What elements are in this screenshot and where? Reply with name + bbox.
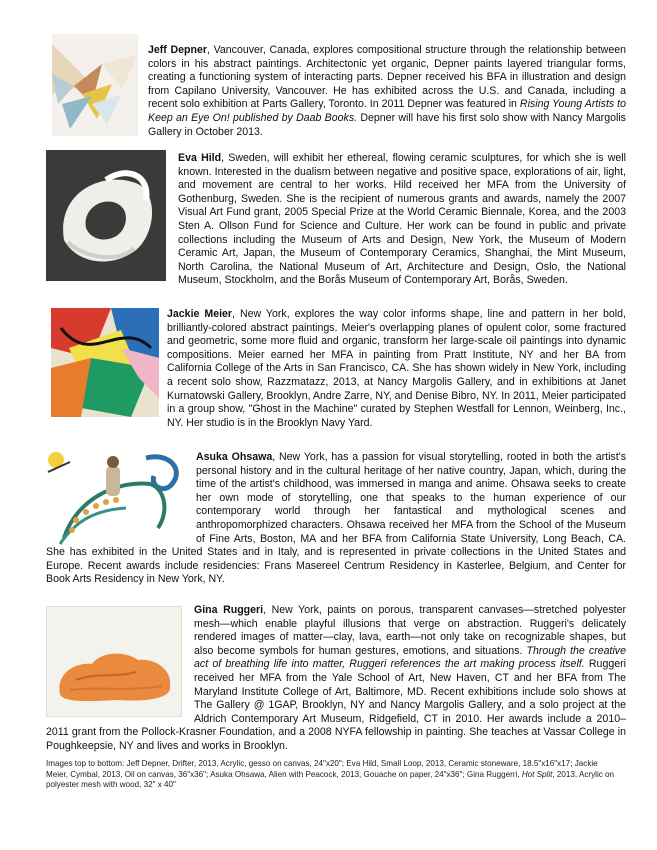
bio-meier: Jackie Meier, New York, explores the way color informs shape, line and pattern in her bold, brilliantly-colored abstract paintings. Meier's overlapping planes of opulent color, some fractured and geometric, some more fluid and organic, transform her large-scale oil paintings into dynamic compositions. Meier earned her MFA in painting from Pratt Institute, NY and her BA from California College of the Arts in San Francisco, CA. She has shown widely in New York, including a recent solo show, Razzmatazz, 2013, at Nancy Margolis Gallery, and in exhibitions at Janet Kurnatowski Gallery, Brooklyn, Andre Zarre, NY, and Denise Bibro, NY. In 2011, Meier participated in a group show, "Ghost in the Machine" curated by Stephen Westfall for Lennon, Weinberg, Inc., NY. Her studio is in the Brooklyn Navy Yard. [167,308,626,429]
artwork-meier-image [51,308,159,417]
bio-depner: Jeff Depner, Vancouver, Canada, explores compositional structure through the relationship between colors in his abstract paintings. Architectonic yet organic, Depner paints layered triangular forms, creating a functioning system of interacting parts. Depner received his BFA in illustration and design from Capilano University, Vancouver. He has exhibited across the U.S. and Canada, including a recent solo exhibition at Parts Gallery, Toronto. In 2011 Depner was featured in Rising Young Artists to Keep an Eye On! published by Daab Books. Depner will have his first solo show with Nancy Margolis Gallery in October 2013. [148,44,627,138]
artist-name: Eva Hild [178,152,222,164]
artwork-ruggeri-image [46,606,182,717]
artist-name: Jeff Depner [148,44,207,56]
bio-ohsawa: Asuka Ohsawa, New York, has a passion for visual storytelling, rooted in both the artist's personal history and in the cultural heritage of her native country, Japan, which, during the time of the artist's childhood, was immersed in manga and anime. Ohsawa seeks to create her own mode of storytelling, one that speaks to the human experience of our contemporary world through her fantastical and mythological scenes and anthropomorphized characters. Ohsawa received her MFA from the School of the Museum of Fine Arts, Boston, MA and her BFA from California State University, Long Beach, CA. She has exhibited in the United States and in Italy, and is represented in private collections in the United States and Europe. Recent awards include residencies: Frans Masereel Centrum Residency in Kasterlee, Belgium, and Center for Book Arts Residency in New York, NY. [46,451,626,586]
bio-ruggeri: Gina Ruggeri, New York, paints on porous, transparent canvases—stretched polyester mesh—which enable playful illusions that verge on abstraction. Ruggeri's delicately rendered images of matter—clay, lava, earth—not only take on recognizable shapes, but also become symbols for human gestures, emotions, and situations. Through the creative act of breathing life into matter, Ruggeri references the art making process itself. Ruggeri received her MFA from the Yale School of Art, New Haven, CT and her BFA from The Maryland Institute College of Art, Baltimore, MD. Recent exhibitions include solo shows at The Gallery @ 1GAP, Brooklyn, NY and Nancy Margolis Gallery, and a solo project at the Aldrich Contemporary Art Museum, Ridgefield, CT in 2010. Her awards include a 2010–2011 grant from the Pollock-Krasner Foundation, and a 2008 NYFA fellowship in painting. She teaches at Vassar College in Poughkeepsie, NY and lives and works in Brooklyn. [46,604,626,752]
artist-name: Asuka Ohsawa [196,451,273,463]
artist-name: Jackie Meier [167,308,233,320]
image-credits-caption: Images top to bottom: Jeff Depner, Drifter, 2013, Acrylic, gesso on canvas, 24"x20"; Eva Hild, Small Loop, 2013, Ceramic stoneware, 18.5"x16"x17; Jackie Meier, Cymbal, 2013, Oil on canvas, 36"x36"; Asuka Ohsawa, Alien with Peacock, 2013, Gouache on paper, 24"x36"; Gina Ruggerri, Hot Split, 2013, Acrylic on polyester mesh with wood, 32" x 40" [46,759,615,789]
artist-name: Gina Ruggeri [194,604,264,616]
bio-hild: Eva Hild, Sweden, will exhibit her ethereal, flowing ceramic sculptures, for which she is well known. Interested in the dualism between negative and positive space, explorations of air, light, and movement are central to her works. Hild received her MFA from the University of Gothenburg, Sweden. She is the recipient of numerous grants and awards, namely the 2007 Visual Art Fund grant, 2005 Special Prize at the World Ceramic Biennale, Korea, and the 2003 Sten A. Ollson Fund for Science and Culture. Her work can be found in public and private collections including the Museum of Arts and Design, New York, the Museum of Modern Ceramic Art, Japan, the Museum of Contemporary Ceramics, Shanghai, the Mint Museum, North Carolina, the National Museum of Art, Architecture and Design, Oslo, the National Museum, Stockholm, and the Borås Museum of Contemporary Art, Borås, Sweden. [46,152,626,288]
artwork-hild-image [46,150,166,281]
artwork-ohsawa-image [46,450,187,546]
artwork-depner-image [52,34,138,136]
